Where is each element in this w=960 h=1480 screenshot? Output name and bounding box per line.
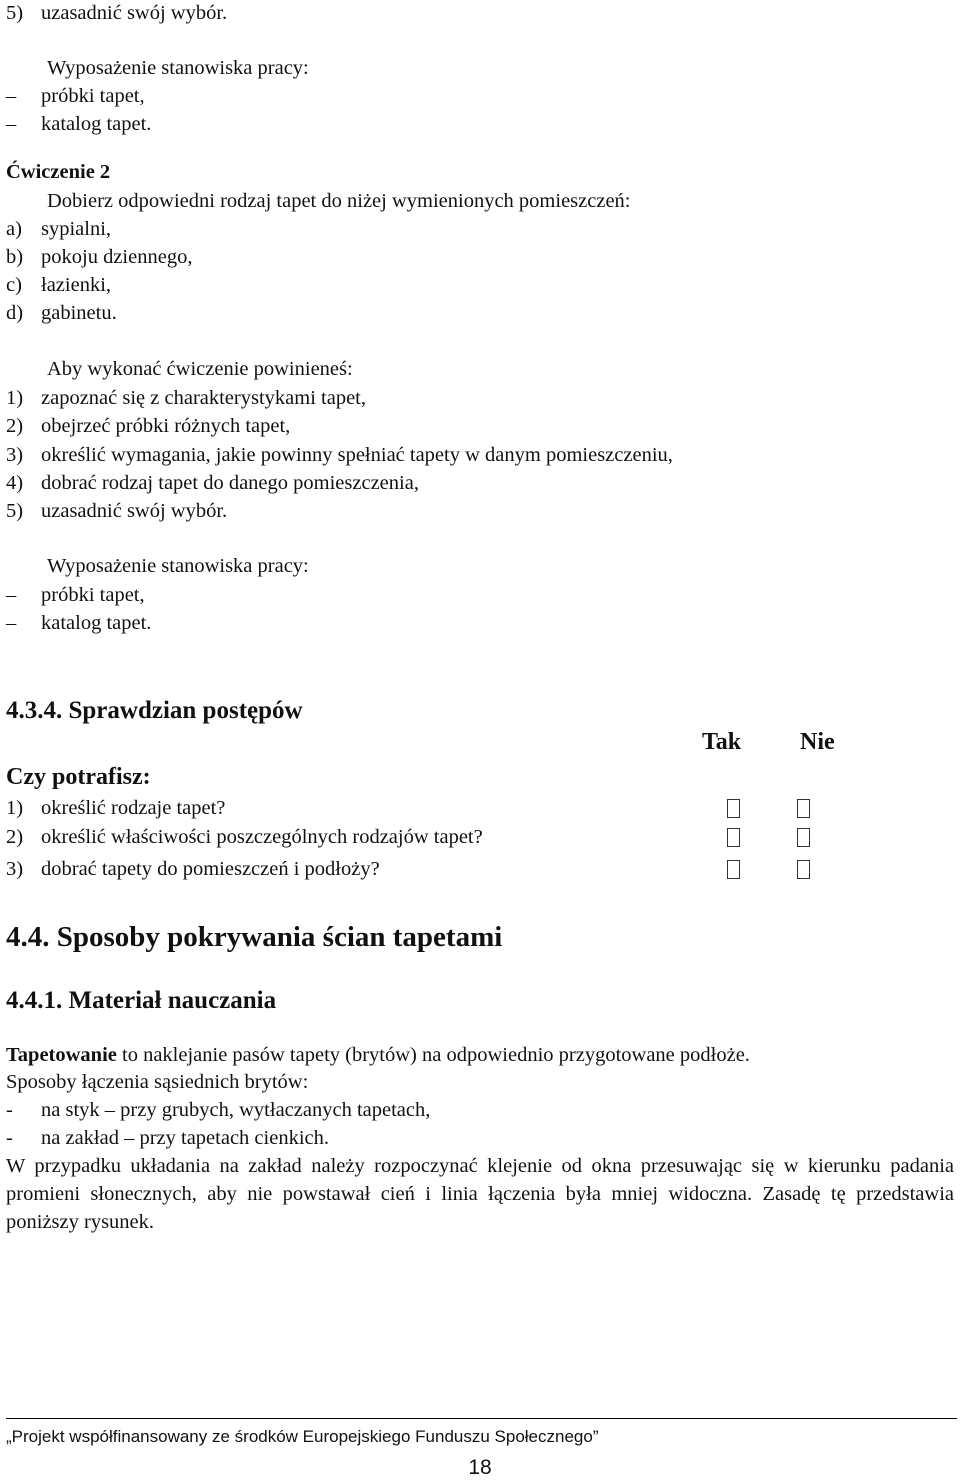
list-item: 3) określić wymagania, jakie powinny spełniać tapety w danym pomieszczeniu, [6,444,673,466]
definition: Tapetowanie to naklejanie pasów tapety (brytów) na odpowiednio przygotowane podłoże. [6,1044,750,1066]
list-item: – katalog tapet. [6,612,152,634]
no-checkbox[interactable] [797,799,810,818]
subsection-heading: 4.4.1. Materiał nauczania [6,987,277,1014]
list-item: - na zakład – przy tapetach cienkich. [6,1127,329,1149]
question-row: 2) określić właściwości poszczególnych rodzajów tapet? [6,826,483,848]
footer-text: „Projekt współfinansowany ze środków Europejskiego Funduszu Społecznego” [6,1427,599,1446]
chapter-heading: 4.4. Sposoby pokrywania ścian tapetami [6,921,503,953]
list-item: – próbki tapet, [6,85,145,107]
equipment-text: katalog tapet. [41,113,152,135]
page-number: 18 [468,1456,492,1479]
question-title: Czy potrafisz: [6,764,151,790]
equipment-title: Wyposażenie stanowiska pracy: [47,57,309,79]
equipment-title: Wyposażenie stanowiska pracy: [47,555,309,577]
column-yes-label: Tak [702,729,742,755]
list-item: 5) uzasadnić swój wybór. [6,2,228,24]
term: Tapetowanie [6,1044,117,1066]
list-item: b) pokoju dziennego, [6,246,193,268]
list-item: – katalog tapet. [6,113,152,135]
body-paragraph: W przypadku układania na zakład należy rozpoczynać klejenie od okna przesuwając się w kierunku padania promieni słonecznych, aby nie powstawał cień i linia łączenia była mniej widoczna. Zasadę tę przedstawia poniższy rysunek. [6,1155,954,1233]
list-item: d) gabinetu. [6,302,117,324]
question-row: 1) określić rodzaje tapet? [6,797,226,819]
list-item: 1) zapoznać się z charakterystykami tapet, [6,387,366,409]
question-row: 3) dobrać tapety do pomieszczeń i podłoży? [6,858,380,880]
no-checkbox[interactable] [797,860,810,879]
list-item: 4) dobrać rodzaj tapet do danego pomieszczenia, [6,472,419,494]
steps-title: Aby wykonać ćwiczenie powinieneś: [47,358,353,380]
list-item: 2) obejrzeć próbki różnych tapet, [6,415,291,437]
exercise-intro: Dobierz odpowiedni rodzaj tapet do niżej wymienionych pomieszczeń: [47,190,631,212]
list-item: – próbki tapet, [6,584,145,606]
yes-checkbox[interactable] [727,828,740,847]
list-item: 5) uzasadnić swój wybór. [6,500,228,522]
section-heading: 4.3.4. Sprawdzian postępów [6,697,303,724]
exercise-title: Ćwiczenie 2 [6,161,111,183]
list-item: a) sypialni, [6,218,112,240]
yes-checkbox[interactable] [727,799,740,818]
list-item: c) łazienki, [6,274,112,296]
no-checkbox[interactable] [797,828,810,847]
joining-title: Sposoby łączenia sąsiednich brytów: [6,1071,309,1093]
footer-divider [6,1418,957,1419]
column-no-label: Nie [800,729,835,755]
yes-checkbox[interactable] [727,860,740,879]
equipment-text: próbki tapet, [41,85,145,107]
step-text: uzasadnić swój wybór. [41,2,228,24]
list-item: - na styk – przy grubych, wytłaczanych tapetach, [6,1099,431,1121]
